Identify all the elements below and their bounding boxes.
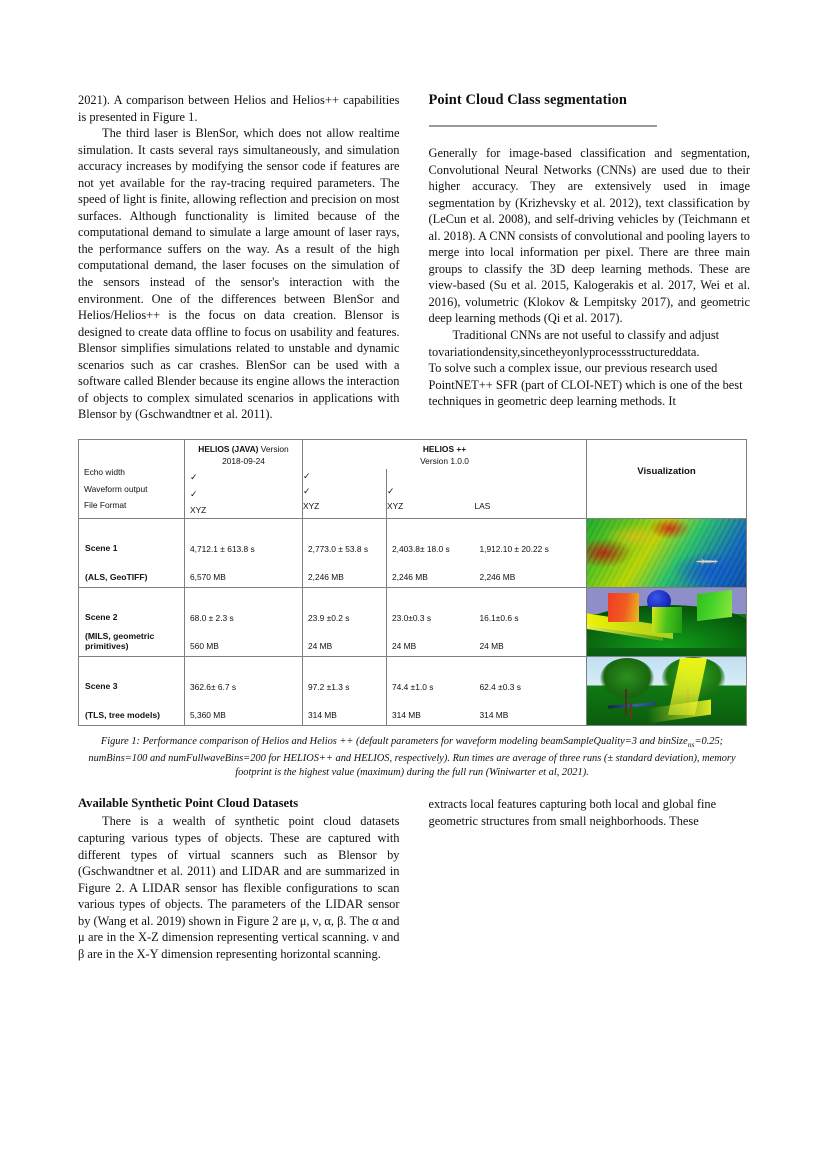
scene-1-pp3-cell (475, 518, 587, 587)
table-row (79, 656, 747, 725)
helios-java-version-date: 2018-09-24 (222, 456, 265, 467)
tree-scene (587, 657, 746, 725)
performance-comparison-table (78, 439, 747, 726)
geometric-primitives-scene-image (587, 588, 746, 656)
scene-3-name-cell (79, 656, 185, 725)
table-row (79, 587, 747, 656)
scene-3-pp2-cell (387, 656, 475, 725)
scene-3-pp2-memory: 314 MB (392, 709, 421, 720)
scene-1-pp1-cell (303, 518, 387, 587)
scene-2-name: Scene 2 (85, 611, 118, 622)
pp-echo-width-col3 (475, 469, 587, 484)
scene-1-pp1-memory: 2,246 MB (308, 571, 344, 582)
header-helios-pp-title (303, 440, 586, 468)
scene-3-java-memory: 5,360 MB (190, 709, 226, 720)
scene-1-pp2-time: 2,403.8± 18.0 s (392, 543, 450, 554)
scene-3-pp2-time: 74.4 ±1.0 s (392, 681, 434, 692)
scene-1-visualization-cell (587, 518, 747, 587)
scene-2-descriptor: (MILS, geometric primitives) (85, 630, 155, 652)
green-cube-right-shape (697, 590, 732, 621)
header-helios-java-cell (185, 439, 303, 518)
helios-java-bold-text: HELIOS (JAVA) (198, 443, 259, 454)
feature-label-waveform-output: Waveform output (84, 483, 148, 494)
header-helios-java-title (185, 440, 302, 468)
scene-1-java-time: 4,712.1 ± 613.8 s (190, 543, 255, 554)
aircraft-icon (692, 557, 722, 566)
scene-1-pp2-memory: 2,246 MB (392, 571, 428, 582)
scene-2-pp1-memory: 24 MB (308, 640, 333, 651)
pp-waveform-col1: ✓ (303, 484, 387, 499)
caption-text-part-2: =0.25; numBins=100 and numFullwaveBins=200 for HELIOS++ and HELIOS, respectively). Run times are average of three runs (± standard deviation), memory footprint is the highest value (maximum) during the full run (Winiwarter et al, 2021). (88, 735, 736, 779)
scene-1-pp1-time: 2,773.0 ± 53.8 s (308, 543, 369, 554)
scene-2-pp2-time: 23.0±0.3 s (392, 612, 432, 623)
feature-label-echo-width: Echo width (84, 466, 125, 477)
pp-file-format-col2: XYZ (387, 499, 475, 518)
scene-2-java-cell (185, 587, 303, 656)
java-echo-width-value: ✓ (190, 471, 198, 482)
scene-3-pp1-time: 97.2 ±1.3 s (308, 681, 350, 692)
page-content (78, 92, 750, 962)
scene-1-java-cell (185, 518, 303, 587)
feature-label-file-format: File Format (84, 500, 127, 511)
scene-3-java-cell (185, 656, 303, 725)
tree-left-trunk (625, 689, 627, 715)
scene-1-pp3-time: 1,912.10 ± 20.22 s (479, 543, 549, 554)
table-header-row (79, 439, 747, 469)
green-cube-center-shape (652, 607, 682, 633)
left-paragraph-2: The third laser is BlenSor, which does not allow realtime simulation. It casts several rays simultaneously, and simulation accuracy increases by modifying the sensor code if features are not yet available for the ray-tracing required parameters. The speed of light is finite, allowing reflection and precision on most surfaces. Although functionality is limited because of the computational demand to simulate a large amount of laser rays, the performance suffers on the way. As a result of the high computational demand, the laser focuses on the simulation of the sensors instead of the sensor's interaction with the environment. One of the differences between BlenSor and Helios/Helios++ is the focus on data creation. Blensor is designed to create data offline to focus on usability and features. Blensor simplifies simulations related to unstable and dynamic scenarios such as car crashes. BlenSor can be used with a software called Blender because its engine allows the interaction of objects to complex simulated scenarios in applications with Blensor by (Gschwandtner et al. 2011). (78, 126, 400, 422)
pp-waveform-col2: ✓ (387, 486, 395, 497)
terrain-heightmap-with-aircraft-image (587, 519, 746, 587)
right-paragraph-2: Traditional CNNs are not useful to classify and adjust (452, 328, 720, 343)
left-column-top (78, 92, 400, 423)
helios-java-version-word: Version (258, 443, 289, 454)
figure-1-caption (78, 735, 746, 781)
terrain-gradient (587, 519, 746, 587)
caption-subscript: ns (687, 739, 695, 749)
caption-text-part-1: Figure 1: Performance comparison of Helios and Helios ++ (default parameters for waveform modeling beamSampleQuality=3 and binSize (100, 735, 688, 747)
header-visualization-cell (587, 439, 747, 518)
right-paragraph-4: To solve such a complex issue, our previous research used PointNET++ SFR (part of CLOI-NET) which is one of the best techniques in geometric deep learning methods. It (428, 361, 743, 409)
scene-1-name-cell (79, 518, 185, 587)
scene-2-pp2-cell (387, 587, 475, 656)
scene-2-pp1-time: 23.9 ±0.2 s (308, 612, 350, 623)
pp-echo-width-col2 (387, 469, 475, 484)
scene-3-pp1-memory: 314 MB (308, 709, 337, 720)
pp-echo-width-col1: ✓ (303, 469, 387, 484)
scene-2-pp1-cell (303, 587, 387, 656)
bottom-two-column-section (78, 796, 750, 962)
scan-beam-fan-shape (647, 700, 711, 724)
scene-2-pp3-time: 16.1±0.6 s (479, 612, 519, 623)
table-row (79, 518, 747, 587)
right-bottom-paragraph-1: extracts local features capturing both local and global fine geometric structures from small neighborhoods. These (428, 797, 717, 828)
section-heading-point-cloud-class-segmentation: Point Cloud Class segmentation (428, 92, 627, 108)
header-blank-cell (79, 439, 185, 518)
right-column-top (429, 92, 751, 410)
scene-3-pp3-memory: 314 MB (479, 709, 509, 720)
left-column-bottom (78, 796, 400, 962)
scene-1-name: Scene 1 (85, 542, 118, 553)
scene-3-visualization-cell (587, 656, 747, 725)
subsection-heading-available-synthetic-point-cloud-datasets: Available Synthetic Point Cloud Datasets (78, 796, 299, 811)
scene-1-pp3-memory: 2,246 MB (479, 571, 516, 582)
tree-models-tls-scene-image (587, 657, 746, 725)
scene-3-pp3-cell (475, 656, 587, 725)
right-paragraph-3: tovariationdensity,sincetheyonlyprocessstructureddata. (428, 344, 700, 359)
right-column-bottom (429, 796, 751, 829)
visualization-header-label: Visualization (637, 465, 696, 477)
scene-1-descriptor: (ALS, GeoTIFF) (85, 572, 148, 583)
helios-pp-version: Version 1.0.0 (420, 456, 469, 467)
right-paragraph-1: Generally for image-based classification and segmentation, Convolutional Neural Networks (CNNs) are used due to their higher accuracy. They are extensively used in image segmentation by (Krizhevsky et al. 2012), text classification by (LeCun et al. 2008), and self-driving vehicles by (Teichmann et al. 2018). A CNN consists of convolutional and pooling layers to merge into local information per pixel. There are three main groups to classify the 3D deep learning methods. These are view-based (Su et al. 2015, Kalogerakis et al. 2017, Wei et al. 2016), volumetric (Klokov & Lempitsky 2017), and geometric deep learning methods (Qi et al. 2017). (428, 146, 750, 326)
pp-file-format-col1: XYZ (303, 499, 387, 518)
heading-divider (429, 125, 657, 127)
scene-3-pp1-cell (303, 656, 387, 725)
scene-2-name-cell (79, 587, 185, 656)
scanner-pole-shape (630, 702, 632, 720)
scene-1-pp2-cell (387, 518, 475, 587)
figure-1-table-wrapper (78, 439, 746, 780)
scene-2-java-time: 68.0 ± 2.3 s (190, 612, 234, 623)
scene-2-visualization-cell (587, 587, 747, 656)
scene-1-java-memory: 6,570 MB (190, 571, 226, 582)
primitives-scene (587, 588, 746, 656)
left-bottom-paragraph-1: There is a wealth of synthetic point cloud datasets capturing various types of objects. These are captured with different types of virtual scanners such as Blensor by (Gschwandtner et al. 2011) and LIDAR and are summarized in Figure 2. A LIDAR sensor has flexible configurations to scan various types of objects. The parameters of the LIDAR sensor by (Wang et al. 2019) shown in Figure 2 are μ, ν, α, β. The α and μ are in the X-Z dimension representing vertical scanning. ν and β are in the X-Y dimension representing horizontal scanning. (78, 814, 400, 961)
scene-3-java-time: 362.6± 6.7 s (190, 681, 237, 692)
helios-pp-bold-text: HELIOS ++ (422, 443, 467, 454)
scene-2-pp2-memory: 24 MB (392, 640, 417, 651)
java-waveform-output-value: ✓ (190, 488, 198, 499)
scene-2-java-memory: 560 MB (190, 640, 219, 651)
scene-3-descriptor: (TLS, tree models) (85, 710, 160, 721)
pp-file-format-col3: LAS (475, 499, 587, 518)
java-file-format-value: XYZ (190, 505, 207, 516)
header-helios-pp-cell (303, 439, 587, 469)
left-paragraph-1: 2021). A comparison between Helios and Helios++ capabilities is presented in Figure 1. (78, 93, 400, 124)
scene-3-name: Scene 3 (85, 680, 118, 691)
scene-2-pp3-memory: 24 MB (479, 640, 504, 651)
top-two-column-section (78, 92, 750, 423)
scene-2-pp3-cell (475, 587, 587, 656)
pp-waveform-col3 (475, 484, 587, 499)
scene-3-pp3-time: 62.4 ±0.3 s (479, 681, 521, 692)
red-cube-shape (608, 593, 640, 622)
